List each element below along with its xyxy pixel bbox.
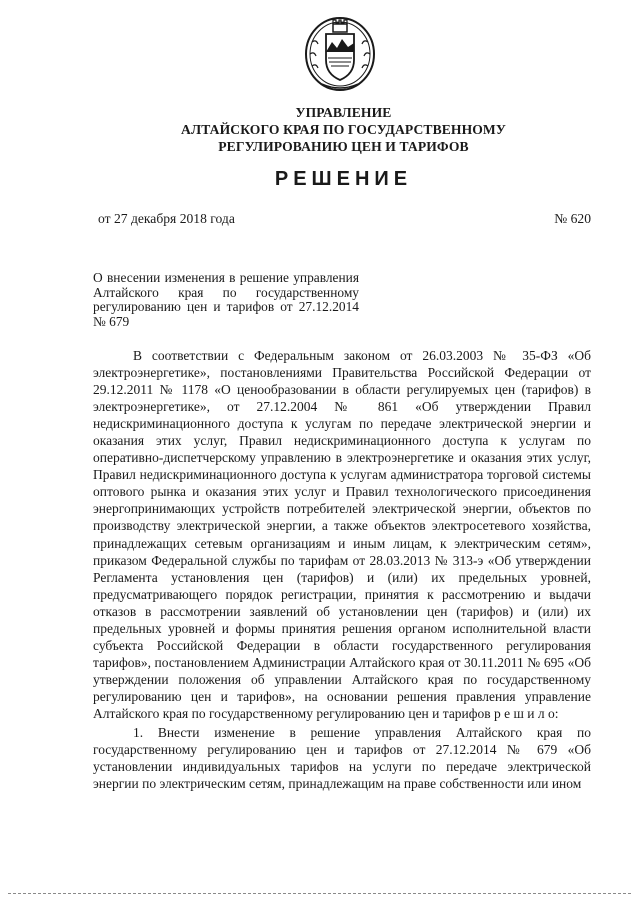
- page-edge-divider: [8, 893, 631, 894]
- org-name-line-3: РЕГУЛИРОВАНИЮ ЦЕН И ТАРИФОВ: [218, 139, 469, 154]
- org-name-line-2: АЛТАЙСКОГО КРАЯ ПО ГОСУДАРСТВЕННОМУ: [181, 122, 506, 137]
- org-name-line-1: УПРАВЛЕНИЕ: [295, 105, 392, 120]
- document-body: [93, 347, 591, 792]
- document-date: от 27 декабря 2018 года: [98, 211, 235, 226]
- document-subject: О внесении изменения в решение управления Алтайского края по государственному регулированию цен и тарифов от 27.12.2014 № 679: [93, 270, 359, 329]
- body-paragraph-item-1: 1. Внести изменение в решение управления Алтайского края по государственному регулированию цен и тарифов от 27.12.2014 № 679 «Об установлении индивидуальных тарифов на услуги по передаче электрической энергии по электрическим сетям, принадлежащим на праве собственности или ином: [93, 725, 591, 792]
- coat-of-arms-icon: [302, 12, 378, 92]
- document-type-title: РЕШЕНИЕ: [274, 168, 413, 190]
- body-paragraph-preamble: В соответствии с Федеральным законом от 26.03.2003 № 35-ФЗ «Об электроэнергетике», постановлениями Правительства Российской Федерации от 29.12.2011 № 1178 «О ценообразовании в области регулируемых цен (тарифов) в электроэнергетике», от 27.12.2004 № 861 «Об утверждении Правил недискриминационного доступа к услугам по передаче электрической энергии и оказания этих услуг, Правил недискриминационного доступа к услугам по оперативно-диспетчерскому управлению в электроэнергетике и оказания этих услуг, Правил недискриминационного доступа к услугам администратора торговой системы оптового рынка и оказания этих услуг и Правил технологического присоединения энергопринимающих устройств потребителей электрической энергии, объектов по производству электрической энергии, а также объектов электросетевого хозяйства, принадлежащих сетевым организациям и иным лицам, к электрическим сетям», приказом Федеральной службы по тарифам от 28.03.2013 № 313-э «Об утверждении Регламента установления цен (тарифов) и (или) их предельных уровней, предусматривающего порядок регистрации, принятия к рассмотрению и выдачи отказов в рассмотрении заявлений об установлении цен (тарифов) и (или) их предельных уровней и формы принятия решения органом исполнительной власти субъекта Российской Федерации в области государственного регулирования тарифов», постановлением Администрации Алтайского края от 30.11.2011 № 695 «Об утверждении положения об управлении Алтайского края по государственному регулированию цен и тарифов», на основании решения правления управление Алтайского края по государственному регулированию цен и тарифов р е ш и л о:: [93, 348, 591, 721]
- document-number: № 620: [554, 211, 591, 226]
